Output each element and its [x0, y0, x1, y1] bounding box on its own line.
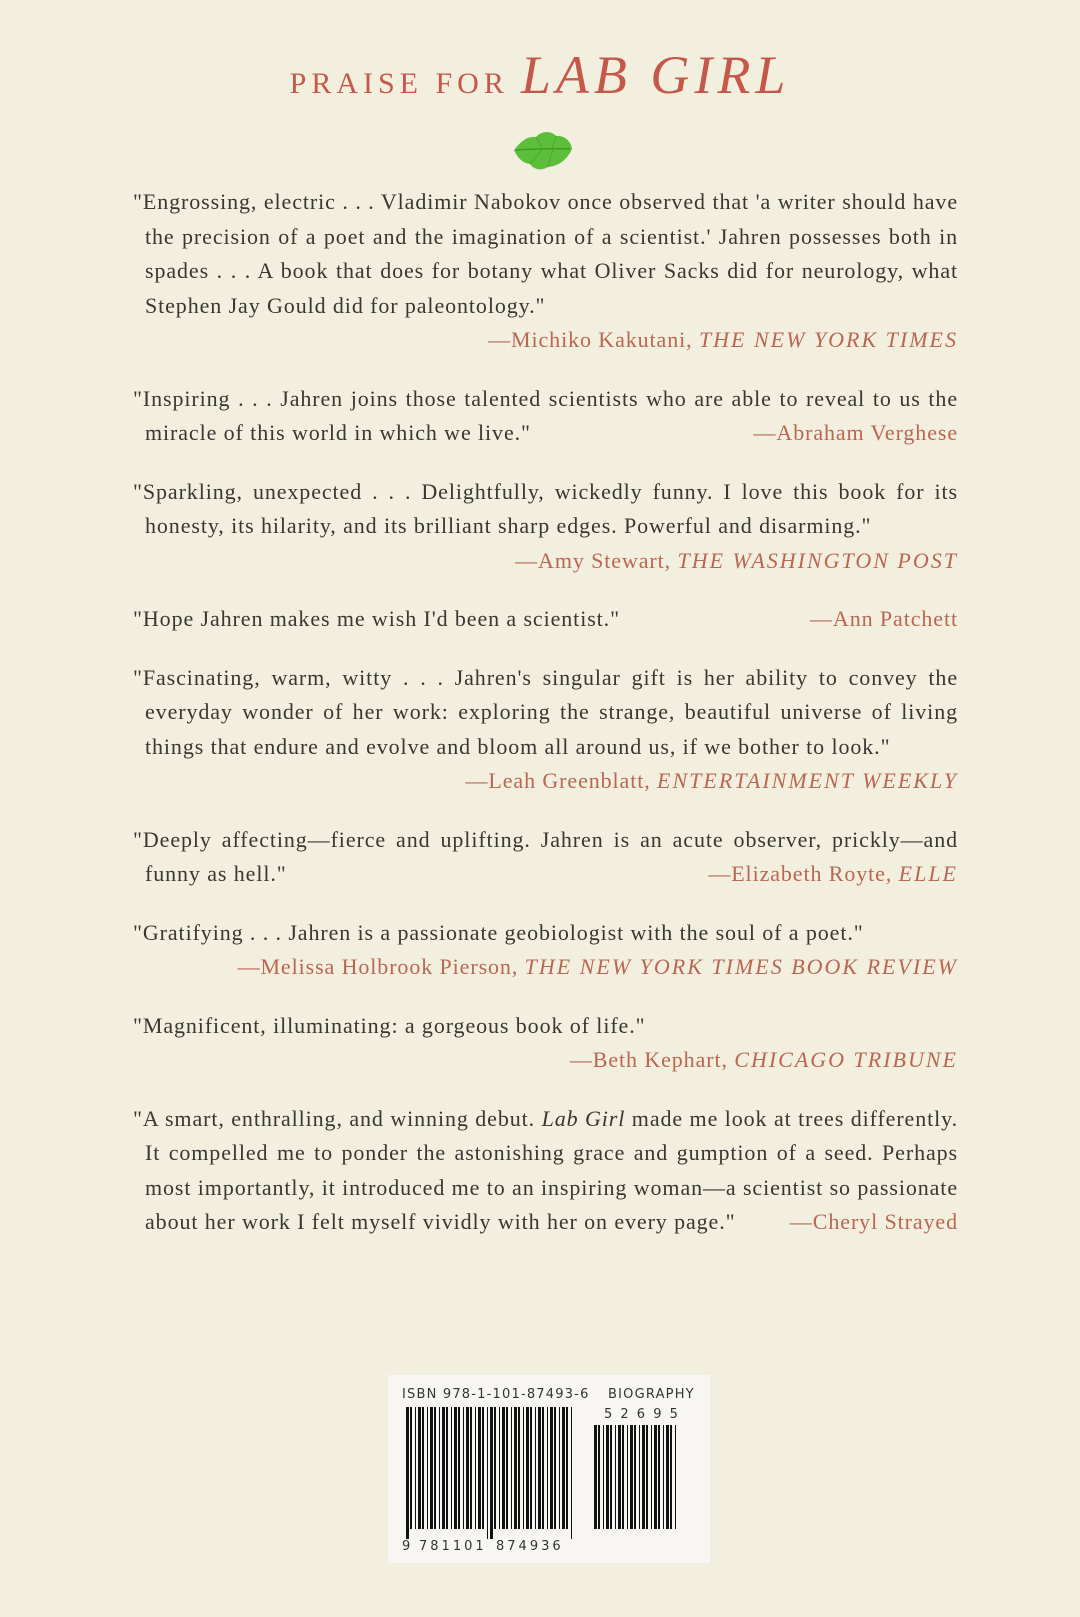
barcode-bar [518, 1407, 520, 1529]
barcode-bar [487, 1407, 488, 1539]
barcode-bar [499, 1407, 500, 1529]
barcode-bar [406, 1407, 409, 1539]
barcode-bar [550, 1407, 553, 1529]
quote-text: "Fascinating, warm, witty . . . Jahren's singular gift is her ability to convey the everyday wonder of her work: exploring the strange, beautiful universe of living things that endure and evolve and bloom all around us, if we bother to look." [133, 664, 958, 759]
quote-text: "Gratifying . . . Jahren is a passionate geobiologist with the soul of a poet." [133, 919, 864, 945]
barcode-panel [388, 1375, 710, 1563]
quote-text-before: "A smart, enthralling, and winning debut. [133, 1105, 542, 1131]
barcode-bar [430, 1407, 433, 1529]
barcode-lead-digit: 9 [402, 1539, 411, 1554]
quote-author: —Amy Stewart, [515, 547, 678, 573]
barcode-bar [482, 1407, 484, 1529]
barcode-bar [666, 1425, 669, 1529]
barcode-bar [610, 1425, 612, 1529]
barcode-bar [606, 1425, 609, 1529]
quote-royte [133, 823, 958, 892]
quotes-list [133, 185, 958, 1240]
barcode-bar [422, 1407, 424, 1529]
barcode-bar [622, 1425, 624, 1529]
barcode-bar [547, 1407, 548, 1529]
quote-kakutani [133, 185, 958, 358]
barcode-digits-left: 781101 [419, 1539, 487, 1554]
quote-text-after: made me look at trees differently. It compelled me to ponder the astonishing grace and gumption of a seed. Perhaps most importantly, it introduced me to an inspiring woman—a scientist so passionate about her work I felt myself vividly with her on every page." [145, 1105, 959, 1234]
barcode-bar [506, 1407, 508, 1529]
quote-text: "Deeply affecting—fierce and uplifting. Jahren is an acute observer, prickly—and funny as hell." [133, 826, 958, 886]
barcode-bar [502, 1407, 505, 1529]
quote-greenblatt [133, 661, 958, 799]
barcode-bar [442, 1407, 445, 1529]
barcode-bar [658, 1425, 660, 1529]
quote-attribution [145, 764, 958, 799]
barcode-bar [559, 1407, 560, 1529]
barcode-bar [470, 1407, 472, 1529]
quote-strayed [133, 1102, 958, 1240]
barcode-bar [514, 1407, 517, 1529]
quote-stewart [133, 475, 958, 579]
quote-publication: CHICAGO TRIBUNE [734, 1047, 958, 1072]
barcode-bar [634, 1425, 636, 1529]
barcode-bar [542, 1407, 544, 1529]
barcode-bar [538, 1407, 541, 1529]
quote-patchett [133, 602, 958, 637]
barcode-digits-right: 874936 [496, 1539, 564, 1554]
barcode-bar [451, 1407, 452, 1529]
barcode-bar [458, 1407, 460, 1529]
praise-for-label: PRAISE FOR [289, 67, 509, 100]
barcode-bar [494, 1407, 496, 1529]
quote-author: —Melissa Holbrook Pierson, [237, 954, 525, 979]
barcode-bar [603, 1425, 604, 1529]
barcode-bar [526, 1407, 529, 1529]
quote-attribution [810, 602, 958, 637]
price-code: 5 2 6 9 5 [604, 1407, 680, 1422]
quote-pierson [133, 916, 958, 985]
barcode-bar [615, 1425, 616, 1529]
quote-author: —Cheryl Strayed [789, 1209, 958, 1234]
quote-text-title: Lab Girl [541, 1105, 626, 1131]
barcode-bar [562, 1407, 565, 1529]
quote-attribution [754, 416, 959, 451]
barcode-bar [418, 1407, 421, 1529]
barcode-bar [454, 1407, 457, 1529]
quote-attribution [708, 857, 958, 892]
quote-publication: THE WASHINGTON POST [677, 547, 958, 573]
barcode-bar [415, 1407, 416, 1529]
barcode-bar [490, 1407, 493, 1539]
barcode-bar [598, 1425, 600, 1529]
quote-author: —Beth Kephart, [569, 1047, 735, 1072]
quote-author: —Ann Patchett [810, 606, 958, 631]
quote-attribution [488, 323, 958, 358]
barcode-bars [388, 1375, 710, 1563]
category-label: BIOGRAPHY [608, 1387, 695, 1402]
barcode-bar [627, 1425, 628, 1529]
leaf-icon [512, 128, 574, 172]
barcode-bar [642, 1425, 645, 1529]
barcode-bar [478, 1407, 481, 1529]
barcode-bar [663, 1425, 664, 1529]
barcode-bar [535, 1407, 536, 1529]
barcode-bar [434, 1407, 436, 1529]
quote-publication: THE NEW YORK TIMES [698, 327, 958, 352]
barcode-bar [554, 1407, 556, 1529]
barcode-bar [594, 1425, 597, 1529]
quote-kephart [133, 1009, 958, 1078]
quote-author: —Leah Greenblatt, [465, 768, 658, 793]
barcode-bar [651, 1425, 652, 1529]
quote-verghese [133, 382, 958, 451]
barcode-bar [639, 1425, 640, 1529]
barcode-bar [566, 1407, 568, 1529]
quote-publication: ELLE [898, 861, 958, 886]
barcode-bar [466, 1407, 469, 1529]
barcode-bar [530, 1407, 532, 1529]
quote-publication: ENTERTAINMENT WEEKLY [657, 768, 958, 793]
quote-text: "Engrossing, electric . . . Vladimir Nabokov once observed that 'a writer should have the precision of a poet and the imagination of a scientist.' Jahren possesses both in spades . . . A book that does for botany what Oliver Sacks did for neurology, what Stephen Jay Gould did for paleontology." [133, 189, 958, 318]
quote-author: —Elizabeth Royte, [708, 861, 899, 886]
barcode-bar [446, 1407, 448, 1529]
quote-author: —Michiko Kakutani, [488, 327, 699, 352]
quote-text: "Magnificent, illuminating: a gorgeous book of life." [133, 1012, 646, 1038]
barcode-bar [511, 1407, 512, 1529]
quote-attribution [515, 544, 958, 579]
barcode-bar [670, 1425, 672, 1529]
barcode-bar [475, 1407, 476, 1529]
praise-heading [0, 44, 1080, 106]
quote-attribution [145, 950, 958, 985]
barcode-bar [654, 1425, 657, 1529]
book-title: LAB GIRL [520, 45, 791, 105]
barcode-bar [463, 1407, 464, 1529]
quote-publication: THE NEW YORK TIMES BOOK REVIEW [524, 954, 958, 979]
barcode-bar [410, 1407, 412, 1529]
barcode-bar [618, 1425, 621, 1529]
quote-text: "Sparkling, unexpected . . . Delightfully, wickedly funny. I love this book for its honesty, its hilarity, and its brilliant sharp edges. Powerful and disarming." [133, 478, 958, 538]
quote-text: "Hope Jahren makes me wish I'd been a scientist." [133, 606, 620, 631]
barcode-bar [427, 1407, 428, 1529]
isbn-label: ISBN 978-1-101-87493-6 [402, 1387, 590, 1402]
barcode-bar [523, 1407, 524, 1529]
barcode-bar [630, 1425, 633, 1529]
barcode-bar [675, 1425, 676, 1529]
barcode-bar [439, 1407, 440, 1529]
quote-author: —Abraham Verghese [753, 420, 958, 445]
quote-attribution [790, 1205, 958, 1240]
quote-attribution [145, 1043, 958, 1078]
barcode-bar [646, 1425, 648, 1529]
quote-text: "Inspiring . . . Jahren joins those talented scientists who are able to reveal to us the miracle of this world in which we live." [133, 385, 958, 445]
barcode-bar [571, 1407, 572, 1539]
